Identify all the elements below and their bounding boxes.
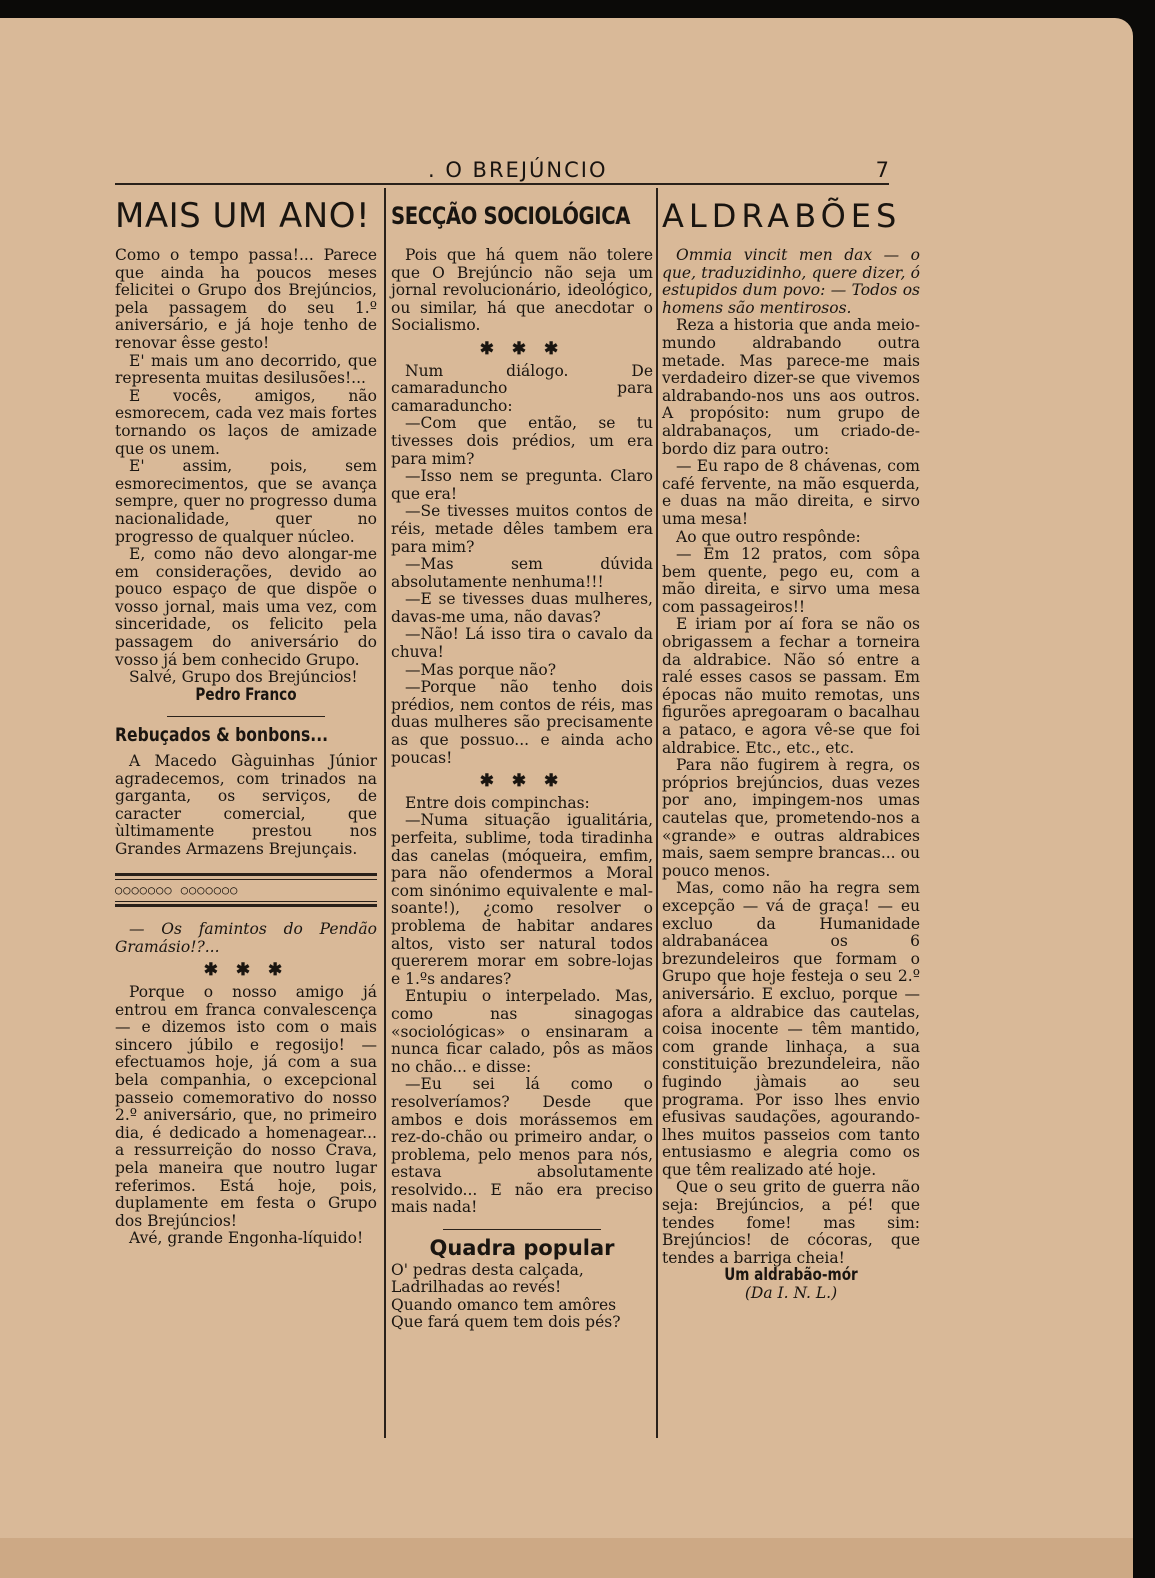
- column-divider-1: [384, 188, 386, 1438]
- running-title: . O BREJÚNCIO: [428, 158, 608, 182]
- article-title: MAIS UM ANO!: [115, 196, 371, 236]
- paragraph: —Mas porque não?: [405, 660, 557, 679]
- signature: Pedro Franco: [195, 684, 297, 705]
- oval-ornament: ○○○○○○○ ○○○○○○○: [115, 882, 239, 897]
- article-title: ALDRABÕES: [662, 197, 902, 235]
- paragraph: Ao que outro respônde:: [676, 527, 861, 546]
- paragraph: E, como não devo alongar-me em considerações, devido ao pouco espaço de que dispõe o vosso jornal, mais uma vez, com sinceridade, os felicito pela passagem do aniversário do vosso já bem conhecido Grupo.: [115, 545, 377, 669]
- paragraph: Para não fugirem à regra, os próprios brejúncios, duas vezes por ano, impingem-nos umas cautelas que, prometendo-nos a «grande» e outras aldrabices mais, saem sempre brancas... ou pouco menos.: [662, 756, 920, 880]
- verse-line: O' pedras desta calçada,: [391, 1260, 584, 1279]
- paragraph: Avé, grande Engonha-líquido!: [129, 1229, 364, 1248]
- paragraph: — Eu rapo de 8 chávenas, com café fervente, na mão esquerda, e duas na mão direita, e sirvo uma mesa!: [662, 457, 920, 528]
- paragraph: Mas, como não ha regra sem excepção — vá de graça! — eu excluo da Humanidade aldrabanácea os 6 brezundeleiros que formam o Grupo que hoje festeja o seu 2.º aniversário. E excluo, porque — afora a aldrabice das cautelas, coisa inocente — têm mantido, com grande linhaça, a sua constituição brezundeleira, não fugindo jàmais ao seu programa. Por isso lhes envio efusivas saudações, agourando-lhes muitos passeios com tanto entusiasmo e alegria como os que têm realizado até hoje.: [662, 879, 920, 1179]
- asterism: ✱ ✱ ✱: [203, 960, 289, 981]
- quadra-title: Quadra popular: [429, 1236, 615, 1261]
- column-mais-um-ano: [115, 193, 377, 1248]
- paragraph: Porque o nosso amigo já entrou em franca convalescença — e dizemos isto com o mais sincero júbilo e regosijo! — efectuamos hoje, já com a sua bela companhia, o excepcional passeio comemorativo do nosso 2.º aniversário, que, no primeiro dia, é dedicado a homenagear... a ressurreição do nosso Crava, pela maneira que noutro lugar referimos. Está hoje, pois, duplamente em festa o Grupo dos Brejúncios!: [115, 982, 377, 1230]
- italic-line: — Os famintos do Pendão Gramásio!?...: [115, 920, 377, 956]
- paragraph: —Porque não tenho dois prédios, nem contos de réis, mas duas mulheres são precisamente as que possuo... e ainda acho poucas!: [391, 678, 653, 767]
- paragraph: —Com que então, se tu tivesses dois prédios, um era para mim?: [391, 414, 653, 468]
- column-divider-2: [656, 188, 658, 1438]
- paragraph: E' assim, pois, sem esmorecimentos, que se avança sempre, quer no progresso duma nacionalidade, quer no progresso de qualquer núcleo.: [115, 457, 377, 546]
- ornament-rule-bottom: [115, 901, 377, 907]
- epigraph: Ommia vincit men dax — o que, traduzidinho, quere dizer, ó estupidos dum povo: — Todos os homens são mentirosos.: [662, 246, 920, 317]
- paragraph: —Se tivesses muitos contos de réis, metade dêles tambem era para mim?: [391, 502, 653, 556]
- verse-line: Quando omanco tem amôres: [391, 1295, 617, 1314]
- ornament-rule-top: [115, 873, 377, 880]
- paragraph: E' mais um ano decorrido, que representa muitas desilusões!...: [115, 351, 377, 388]
- page-header: [115, 158, 889, 184]
- paragraph: —Eu sei lá como o resolveríamos? Desde que ambos e dois morássemos em rez-do-chão ou primeiro andar, o problema, pelo menos para nós, estava absolutamente resolvido... E não era preciso mais nada!: [391, 1075, 653, 1217]
- paragraph: —Não! Lá isso tira o cavalo da chuva!: [391, 625, 653, 662]
- column-seccao-sociologica: [391, 193, 653, 1332]
- paragraph: Entupiu o interpelado. Mas, como nas sinagogas «sociológicas» o ensinaram a nunca ficar calado, pôs as mãos no chão... e disse:: [391, 987, 653, 1076]
- asterism: ✱ ✱ ✱: [479, 771, 565, 792]
- paragraph: —Numa situação igualitária, perfeita, sublime, toda tiradinha das canelas (móqueira, emfim, para não ofendermos a Moral com sinónimo equivalente e mal-soante!), ¿como resolver o problema de habitar andares altos, visto ser natural todos quererem morar em sobre-lojas e 1.ºs andares?: [391, 811, 653, 988]
- asterism: ✱ ✱ ✱: [479, 338, 565, 359]
- paragraph: —Isso nem se pregunta. Claro que era!: [391, 467, 653, 503]
- header-rule: [115, 183, 889, 185]
- paragraph: Pois que há quem não tolere que O Brejúncio não seja um jornal revolucionário, ideológico, ou similar, há que anecdotar o Socialismo.: [391, 246, 653, 335]
- separator: [443, 1229, 600, 1230]
- paragraph: Salvé, Grupo dos Brejúncios!: [129, 668, 358, 687]
- page-bottom-fold: [0, 1538, 1133, 1578]
- article-title: SECÇÃO SOCIOLÓGICA: [391, 202, 631, 230]
- paragraph: Entre dois compinchas:: [405, 793, 590, 812]
- verse-line: Que fará quem tem dois pés?: [391, 1313, 621, 1332]
- signature: Um aldrabão-mór: [724, 1265, 858, 1286]
- paragraph: Como o tempo passa!... Parece que ainda ha poucos meses felicitei o Grupo dos Brejúncios, pela passagem do seu 1.º aniversário, e já hoje tenho de renovar êsse gesto!: [115, 246, 377, 352]
- paragraph: E vocês, amigos, não esmorecem, cada vez mais fortes tornando os laços de amizade que os unem.: [115, 386, 377, 458]
- subtitle: Rebuçados & bonbons...: [115, 724, 329, 747]
- paragraph: Num diálogo. De camaraduncho para camaraduncho:: [391, 361, 653, 415]
- paragraph: Reza a historia que anda meio-mundo aldrabando outra metade. Mas parece-me mais verdadeiro dizer-se que vivemos aldrabando-nos uns aos outros. A propósito: num grupo de aldrabanaços, um criado-de-bordo diz para outro:: [662, 316, 920, 458]
- paragraph: —Mas sem dúvida absolutamente nenhuma!!!: [391, 555, 653, 591]
- source-credit: (Da I. N. L.): [744, 1284, 838, 1303]
- paragraph: A Macedo Gàguinhas Júnior agradecemos, com trinados na garganta, os serviços, de caracter comercial, que ùltimamente prestou nos Grandes Armazens Brejunçais.: [115, 752, 377, 858]
- verse-line: Ladrilhadas ao revés!: [391, 1278, 562, 1297]
- paragraph: E iriam por aí fora se não os obrigassem a fechar a torneira da aldrabice. Não só entre a ralé esses casos se passam. Em épocas não muito remotas, uns figurões apregoaram o bacalhau a pataco, e agora vê-se que foi aldrabice. Etc., etc., etc.: [662, 615, 920, 757]
- column-aldraboes: [662, 193, 920, 1303]
- paragraph: —E se tivesses duas mulheres, davas-me uma, não davas?: [391, 590, 653, 626]
- page-number: 7: [875, 158, 889, 182]
- paragraph: — Em 12 pratos, com sôpa bem quente, pego eu, com a mão direita, e sirvo uma mesa com passageiros!!: [662, 545, 920, 616]
- paragraph: Que o seu grito de guerra não seja: Brejúncios, a pé! que tendes fome! mas sim: Brejúncios! de cócoras, que tendes a barriga cheia!: [662, 1178, 920, 1267]
- separator: [167, 716, 324, 717]
